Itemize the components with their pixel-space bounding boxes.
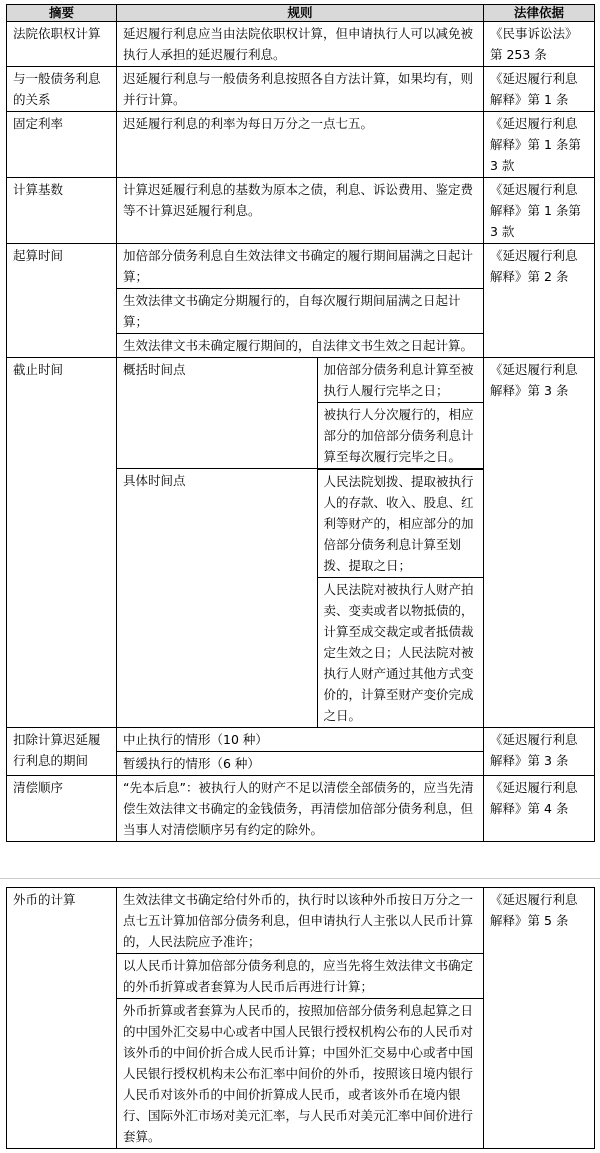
summary-cell: 法院依职权计算: [7, 22, 117, 67]
rule-cell: 延迟履行利息应当由法院依职权计算，但申请执行人可以减免被执行人承担的延迟履行利息。: [117, 22, 484, 67]
summary-cell: 计算基数: [7, 178, 117, 244]
basis-cell: 《延迟履行利息解释》第 5 条: [484, 888, 595, 1149]
rule-cell: [117, 358, 484, 728]
header-basis: 法律依据: [484, 5, 595, 22]
rule-item: 生效法律文书确定给付外币的，执行时以该种外币按日万分之一点七五计算加倍部分债务利息，但申请执行人主张以人民币计算的，人民法院应予准许；: [123, 892, 474, 949]
table-row: [7, 728, 595, 776]
rule-item: 加倍部分债务利息自生效法律文书确定的履行期间届满之日起计算；: [123, 248, 474, 284]
table-row: [7, 178, 595, 244]
summary-cell: 起算时间: [7, 244, 117, 358]
table-row: [7, 112, 595, 178]
basis-cell: 《延迟履行利息解释》第 3 条: [484, 728, 595, 776]
rule-item: 以人民币计算加倍部分债务利息的，应当先将生效法律文书确定的外币折算或者套算为人民币后再进行计算；: [117, 954, 483, 999]
summary-cell: 扣除计算迟延履行利息的期间: [7, 728, 117, 776]
rule-list: [117, 244, 483, 357]
rule-cell: [117, 244, 484, 358]
foreign-currency-table: [6, 887, 595, 1149]
rule-item: 被执行人分次履行的，相应部分的加倍部分债务利息计算至每次履行完毕之日。: [318, 403, 484, 469]
rule-item: 加倍部分债务利息计算至被执行人履行完毕之日；: [323, 362, 474, 398]
basis-cell: 《延迟履行利息解释》第 1 条: [484, 67, 595, 112]
header-rule: 规则: [117, 5, 484, 22]
table-row: [7, 67, 595, 112]
rule-cell: 迟延履行利息的利率为每日万分之一点七五。: [117, 112, 484, 178]
general-time-list: [318, 358, 484, 468]
specific-time-label: 具体时间点: [117, 469, 317, 728]
rule-item: 生效法律文书确定分期履行的，自每次履行期间届满之日起计算；: [117, 289, 483, 334]
rule-cell: [117, 728, 484, 776]
summary-cell: 固定利率: [7, 112, 117, 178]
rule-item: 外币折算或者套算为人民币的，按照加倍部分债务利息起算之日的中国外汇交易中心或者中国人民银行授权机构公布的人民币对该外币的中间价折合成人民币计算；中国外汇交易中心或者中国人民银行授权机构未公布汇率中间价的外币，按照该日境内银行人民币对该外币的中间价折算成人民币，或者该外币在境内银行、国际外汇市场对美元汇率，与人民币对美元汇率中间价进行套算。: [117, 999, 483, 1149]
table-row: [7, 22, 595, 67]
specific-time-list: [318, 469, 484, 727]
header-row: [7, 5, 595, 22]
basis-cell: 《延迟履行利息解释》第 1 条第 3 款: [484, 112, 595, 178]
rule-item: 暂缓执行的情形（6 种）: [117, 752, 483, 776]
rule-list: [117, 888, 483, 1148]
basis-cell: 《延迟履行利息解释》第 4 条: [484, 776, 595, 842]
summary-cell: 外币的计算: [7, 888, 117, 1149]
rule-cell: 计算迟延履行利息的基数为原本之债，利息、诉讼费用、鉴定费等不计算迟延履行利息。: [117, 178, 484, 244]
rule-item: 人民法院对被执行人财产拍卖、变卖或者以物抵债的，计算至成交裁定或者抵债裁定生效之日；人民法院对被执行人财产通过其他方式变价的，计算至财产变价完成之日。: [318, 578, 484, 728]
general-time-label: 概括时间点: [123, 362, 186, 377]
header-summary: 摘要: [7, 5, 117, 22]
rule-cell: 迟延履行利息与一般债务利息按照各自方法计算，如果均有，则并行计算。: [117, 67, 484, 112]
basis-cell: 《延迟履行利息解释》第 1 条第 3 款: [484, 178, 595, 244]
basis-cell: 《延迟履行利息解释》第 3 条: [484, 358, 595, 728]
summary-cell: 清偿顺序: [7, 776, 117, 842]
rule-cell: “先本后息”：被执行人的财产不足以清偿全部债务的，应当先清偿生效法律文书确定的金钱债务，再清偿加倍部分债务利息，但当事人对清偿顺序另有约定的除外。: [117, 776, 484, 842]
interest-rules-table: [6, 4, 595, 842]
rule-item: 生效法律文书未确定履行期间的，自法律文书生效之日起计算。: [117, 334, 483, 358]
rule-list: [117, 728, 483, 775]
table-row: [7, 358, 595, 728]
rule-cell: [117, 888, 484, 1149]
basis-cell: 《民事诉讼法》第 253 条: [484, 22, 595, 67]
rule-item: 人民法院划拨、提取被执行人的存款、收入、股息、红利等财产的，相应部分的加倍部分债务利息计算至划拨、提取之日；: [318, 470, 484, 578]
summary-cell: 截止时间: [7, 358, 117, 728]
summary-cell: 与一般债务利息的关系: [7, 67, 117, 112]
table-row: [7, 888, 595, 1149]
basis-cell: 《延迟履行利息解释》第 2 条: [484, 244, 595, 358]
page-break: [0, 878, 600, 884]
rule-item: 中止执行的情形（10 种）: [123, 732, 268, 747]
table-row: [7, 244, 595, 358]
time-point-table: [117, 358, 483, 727]
table-row: [7, 776, 595, 842]
